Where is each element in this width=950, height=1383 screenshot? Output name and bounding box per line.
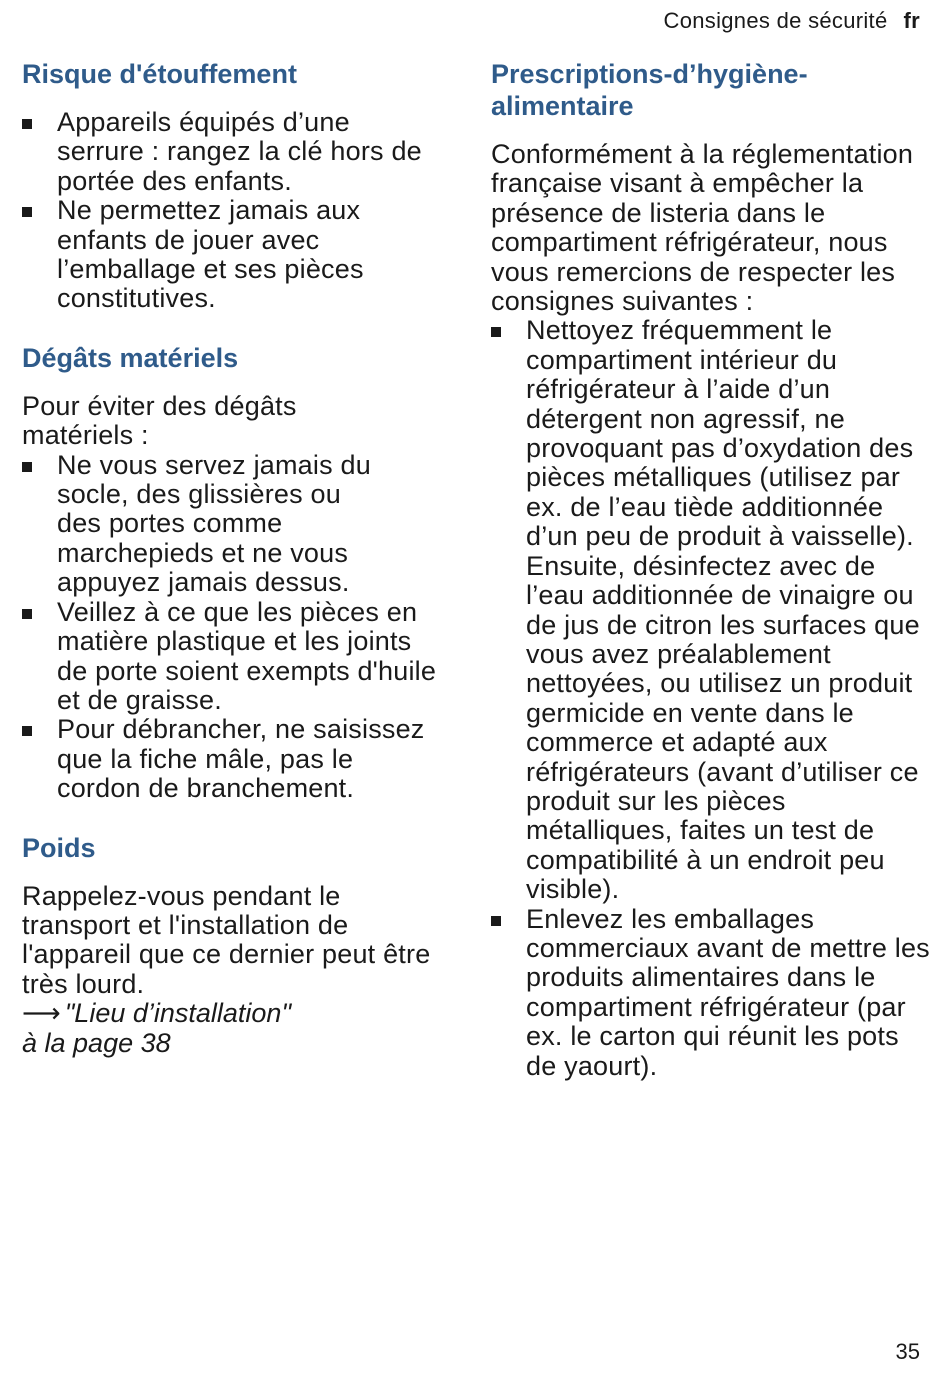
hygiene-intro: Conformément à la réglementation française visant à empêcher la présence de listeria dans le compartiment réfrigérateur, nous vous remercions de respecter les consignes suivantes : — [491, 139, 914, 317]
list-item: Appareils équipés d’une serrure : rangez la clé hors de portée des enfants. — [22, 108, 442, 196]
page-number: 35 — [895, 1339, 920, 1364]
bullet-icon — [22, 119, 32, 129]
crossref-link[interactable] — [22, 999, 442, 1058]
crossref-title: "Lieu d’installation" — [64, 998, 292, 1029]
bullet-icon — [22, 726, 32, 736]
bullet-icon — [22, 462, 32, 472]
section-hygiene — [491, 58, 930, 1081]
list-item: Pour débrancher, ne saisissez que la fiche mâle, pas le cordon de branchement. — [22, 715, 442, 803]
right-column — [491, 58, 930, 1109]
header-section-title: Consignes de sécurité — [663, 8, 888, 33]
crossref-page: à la page 38 — [22, 1027, 171, 1058]
section-weight — [22, 832, 442, 1058]
bullet-icon — [491, 916, 501, 926]
hygiene-list — [491, 315, 930, 1081]
bullet-icon — [491, 327, 501, 337]
suffocation-title: Risque d'étouffement — [22, 59, 297, 89]
section-suffocation — [22, 58, 442, 314]
hygiene-title: Prescriptions-d’hygiène- alimentaire — [491, 59, 808, 121]
damage-title: Dégâts matériels — [22, 342, 239, 373]
weight-title: Poids — [22, 832, 96, 863]
list-item: Nettoyez fréquemment le compartiment intérieur du réfrigérateur à l’aide d’un détergent non agressif, ne provoquant pas d’oxydation des pièces métalliques (utilisez par ex. de l’eau tiède additionnée d’un peu de produit à vaisselle). Ensuite, désinfectez avec de l’eau additionnée de vinaigre ou de jus de citron les surfaces que vous avez préalablement nettoyées, ou utilisez un produit germicide en vente dans le commerce et adapté aux réfrigérateurs (avant d’utiliser ce produit sur les pièces métalliques, faites un test de compatibilité à un endroit peu visible). — [491, 316, 921, 904]
damage-list — [22, 451, 442, 804]
bullet-icon — [22, 207, 32, 217]
weight-text: Rappelez-vous pendant le transport et l'installation de l'appareil que ce dernier peut être très lourd. — [22, 880, 431, 999]
list-item: Veillez à ce que les pièces en matière plastique et les joints de porte soient exempts d'huile et de graisse. — [22, 598, 447, 716]
list-item: Enlevez les emballages commerciaux avant de mettre les produits alimentaires dans le compartiment réfrigérateur (par ex. le carton qui réunit les pots de yaourt). — [491, 905, 931, 1081]
list-item: Ne vous servez jamais du socle, des glissières ou des portes comme marchepieds et ne vous appuyez jamais dessus. — [22, 451, 392, 598]
suffocation-list — [22, 108, 442, 314]
bullet-icon — [22, 609, 32, 619]
arrow-right-icon: ⟶ — [22, 998, 61, 1029]
list-item: Ne permettez jamais aux enfants de jouer avec l’emballage et ses pièces constitutives. — [22, 196, 442, 314]
left-column — [22, 58, 442, 1086]
damage-intro: Pour éviter des dégâts matériels : — [22, 390, 297, 451]
header-language: fr — [903, 8, 920, 33]
page-header — [664, 8, 920, 34]
section-damage — [22, 342, 442, 804]
